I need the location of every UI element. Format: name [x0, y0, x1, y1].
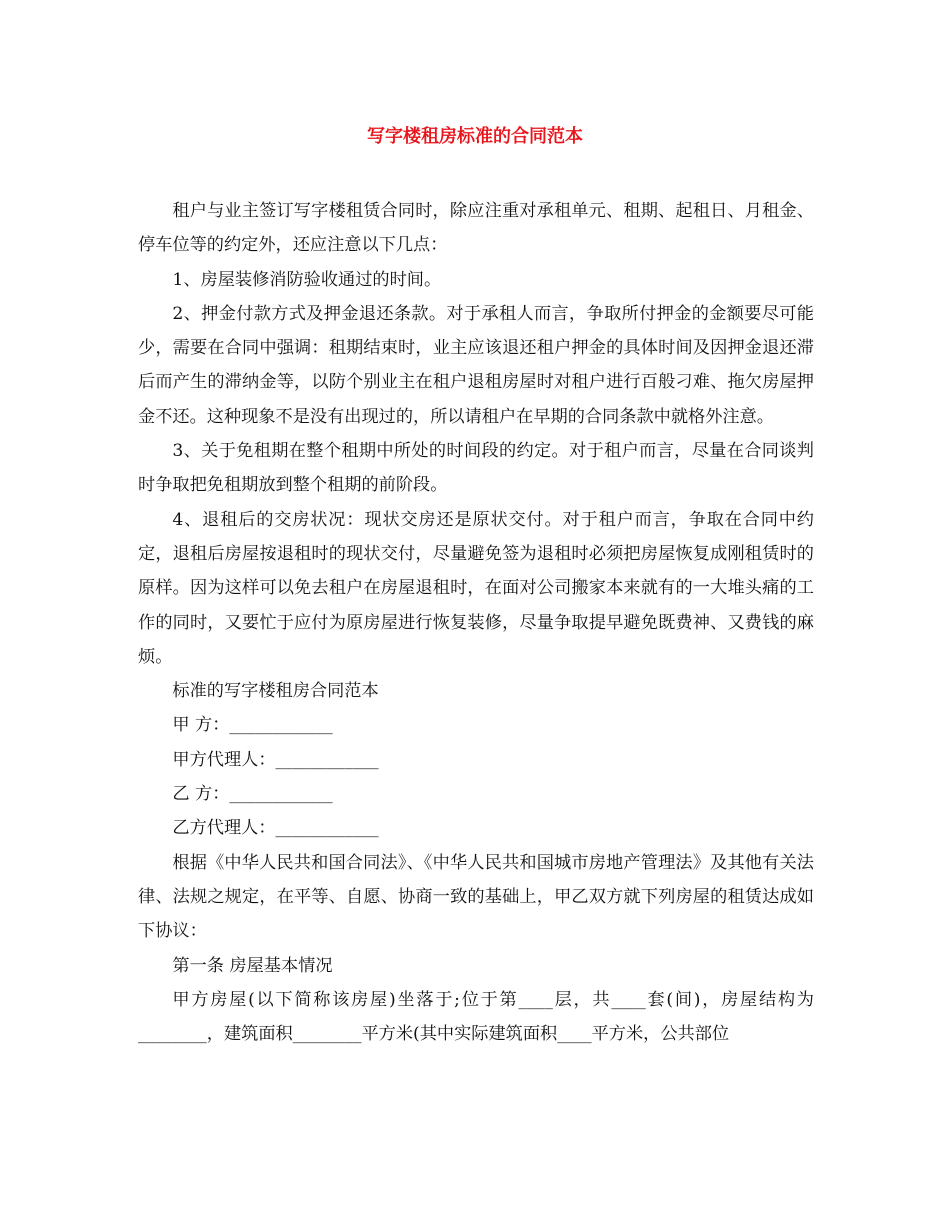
- legal-basis-paragraph: 根据《中华人民共和国合同法》、《中华人民共和国城市房地产管理法》及其他有关法律、法规之规定，在平等、自愿、协商一致的基础上，甲乙双方就下列房屋的租赁达成如下协议：: [138, 852, 814, 942]
- party-b-agent-line: 乙方代理人：____________: [172, 818, 379, 839]
- article-1-text: 甲方房屋(以下简称该房屋)坐落于;位于第____层，共____套(间)，房屋结构为________，建筑面积________平方米(其中实际建筑面积____平方米，公共部位: [138, 989, 814, 1045]
- point-4: 4、退租后的交房状况：现状交房还是原状交付。对于租户而言，争取在合同中约定，退租后房屋按退租时的现状交付，尽量避免签为退租时必须把房屋恢复成刚租赁时的原样。因为这样可以免去租户在房屋退租时，在面对公司搬家本来就有的一大堆头痛的工作的同时，又要忙于应付为原房屋进行恢复装修，尽量争取提早避免既费神、又费钱的麻烦。: [138, 509, 814, 667]
- intro-paragraph: 租户与业主签订写字楼租赁合同时，除应注重对承租单元、租期、起租日、月租金、停车位等的约定外，还应注意以下几点：: [138, 201, 814, 256]
- point-2: 2、押金付款方式及押金退还条款。对于承租人而言，争取所付押金的金额要尽可能少，需要在合同中强调：租期结束时，业主应该退还租户押金的具体时间及因押金退还滞后而产生的滞纳金等，以防个别业主在租户退租房屋时对租户进行百般刁难、拖欠房屋押金不还。这种现象不是没有出现过的，所以请租户在早期的合同条款中就格外注意。: [138, 303, 814, 427]
- point-1: 1、房屋装修消防验收通过的时间。: [172, 269, 442, 290]
- contract-heading: 标准的写字楼租房合同范本: [172, 681, 379, 702]
- party-b-line: 乙 方：____________: [172, 784, 333, 805]
- document-body: [138, 194, 814, 1051]
- article-1-heading: 第一条 房屋基本情况: [172, 955, 333, 976]
- point-3: 3、关于免租期在整个租期中所处的时间段的约定。对于租户而言，尽量在合同谈判时争取把免租期放到整个租期的前阶段。: [138, 441, 814, 496]
- document-title: 写字楼租房标准的合同范本: [367, 126, 583, 147]
- party-a-line: 甲 方：____________: [172, 715, 333, 736]
- party-a-agent-line: 甲方代理人：____________: [172, 749, 379, 770]
